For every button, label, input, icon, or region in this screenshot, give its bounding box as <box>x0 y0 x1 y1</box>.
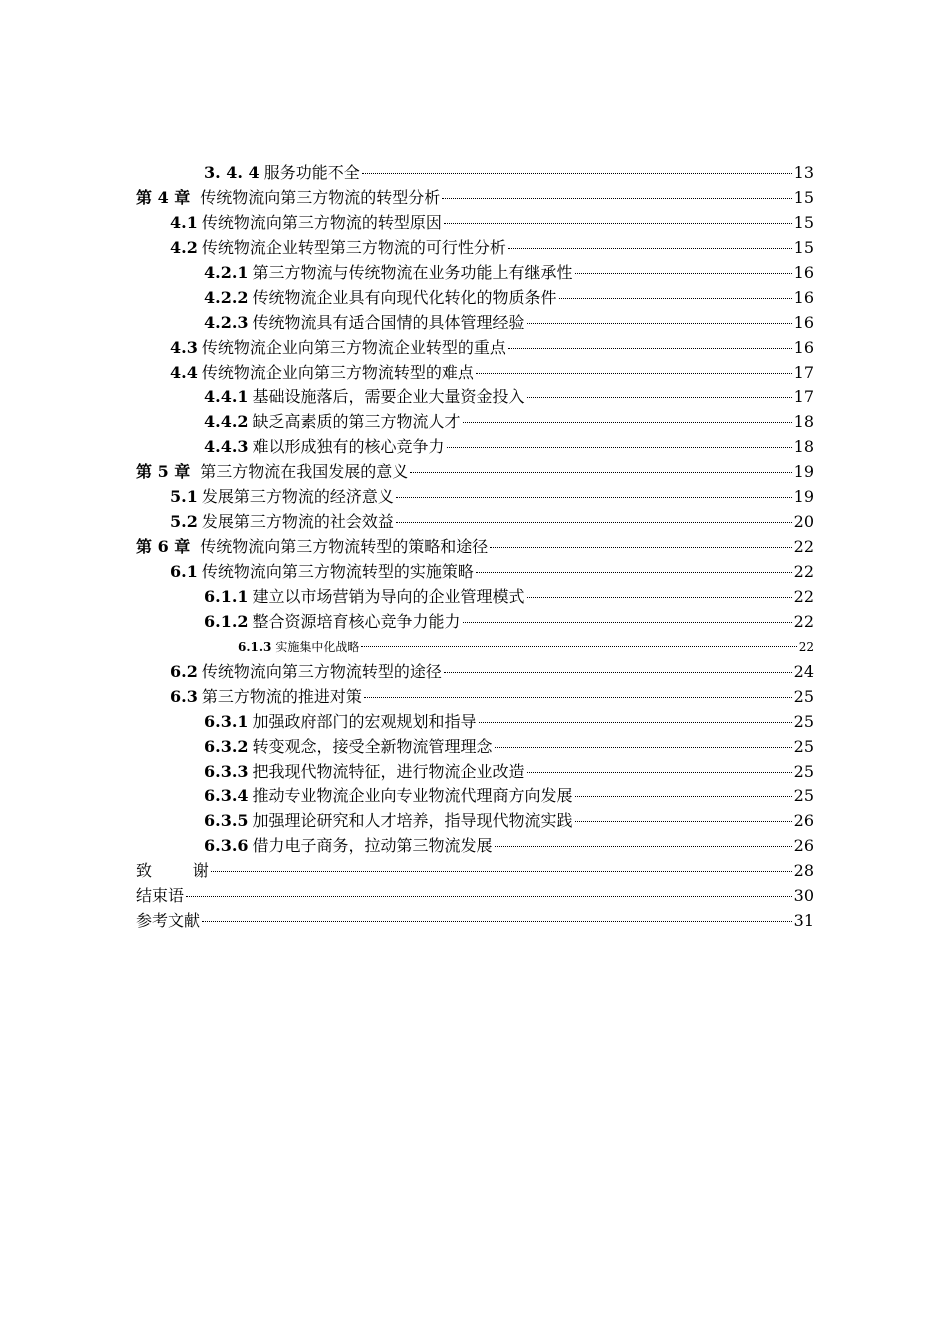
dot-leader <box>211 871 792 872</box>
dot-leader <box>575 821 792 822</box>
toc-entry-number: 4.4 <box>170 362 198 382</box>
toc-entry-title: 传统物流企业向第三方物流企业转型的重点 <box>201 337 506 357</box>
toc-entry[interactable] <box>136 261 814 286</box>
dot-leader <box>362 173 792 174</box>
toc-entry-number: 6.3.3 <box>204 761 249 781</box>
toc-entry-number: 6.1.1 <box>204 586 249 606</box>
toc-entry-number: 4.2.1 <box>204 262 249 282</box>
toc-entry-page: 15 <box>793 237 814 257</box>
toc-entry[interactable] <box>136 311 814 336</box>
toc-entry-title: 推动专业物流企业向专业物流代理商方向发展 <box>252 786 573 806</box>
dot-leader <box>444 223 792 224</box>
toc-entry-title: 第三方物流在我国发展的意义 <box>200 462 409 482</box>
dot-leader <box>476 572 792 573</box>
dot-leader <box>495 747 792 748</box>
dot-leader <box>447 447 792 448</box>
toc-entry[interactable] <box>136 361 814 386</box>
toc-entry[interactable] <box>136 859 814 884</box>
dot-leader <box>527 597 792 598</box>
toc-entry-title: 致 谢 <box>136 861 209 881</box>
toc-entry-page: 22 <box>793 611 814 631</box>
toc-entry[interactable] <box>136 834 814 859</box>
toc-entry-page: 19 <box>793 487 814 507</box>
toc-entry-page: 25 <box>793 786 814 806</box>
toc-entry-number: 6.3.4 <box>204 786 249 806</box>
toc-entry-number: 4.1 <box>170 212 198 232</box>
toc-entry-page: 18 <box>793 437 814 457</box>
toc-entry-page: 13 <box>793 163 814 182</box>
toc-entry-number: 3. 4. 4 <box>204 163 260 182</box>
toc-entry-page: 20 <box>793 512 814 532</box>
dot-leader <box>396 522 792 523</box>
toc-entry[interactable] <box>136 535 814 560</box>
toc-entry-page: 15 <box>793 212 814 232</box>
toc-entry[interactable] <box>136 909 814 934</box>
dot-leader <box>527 323 792 324</box>
toc-entry[interactable] <box>136 186 814 211</box>
dot-leader <box>490 547 791 548</box>
dot-leader <box>575 796 792 797</box>
toc-entry-page: 25 <box>793 761 814 781</box>
dot-leader <box>444 672 792 673</box>
dot-leader <box>575 273 792 274</box>
toc-entry-title: 传统物流企业向第三方物流转型的难点 <box>201 362 474 382</box>
toc-entry-page: 28 <box>793 861 814 881</box>
toc-entry-page: 26 <box>793 811 814 831</box>
toc-entry[interactable] <box>136 685 814 710</box>
toc-entry-title: 缺乏高素质的第三方物流人才 <box>252 412 461 432</box>
toc-entry-title: 传统物流向第三方物流转型的策略和途径 <box>200 537 489 557</box>
toc-entry-page: 30 <box>793 886 814 906</box>
toc-entry-page: 31 <box>793 911 814 931</box>
toc-entry[interactable] <box>136 510 814 535</box>
toc-entry-number: 4.4.3 <box>204 437 249 457</box>
toc-entry-number: 第 5 章 <box>136 462 191 482</box>
toc-entry-page: 16 <box>793 287 814 307</box>
toc-entry-number: 4.2 <box>170 237 198 257</box>
toc-entry-page: 25 <box>793 736 814 756</box>
toc-entry-title: 发展第三方物流的社会效益 <box>201 512 394 532</box>
toc-entry-title: 服务功能不全 <box>263 163 360 182</box>
dot-leader <box>476 373 792 374</box>
toc-entry-number: 6.3.2 <box>204 736 249 756</box>
toc-entry[interactable] <box>136 336 814 361</box>
toc-entry-number: 6.1 <box>170 562 198 581</box>
toc-entry-page: 16 <box>793 262 814 282</box>
toc-entry-page: 15 <box>793 187 814 207</box>
toc-entry-title: 传统物流向第三方物流的转型原因 <box>201 212 442 232</box>
toc-entry[interactable] <box>136 784 814 809</box>
toc-entry-title: 传统物流具有适合国情的具体管理经验 <box>252 312 525 332</box>
toc-entry-number: 6.1.3 <box>238 639 272 654</box>
toc-entry-page: 22 <box>793 586 814 606</box>
toc-entry[interactable] <box>136 760 814 785</box>
toc-entry[interactable] <box>136 286 814 311</box>
toc-entry-page: 18 <box>793 412 814 432</box>
toc-entry-title: 借力电子商务，拉动第三物流发展 <box>252 836 493 856</box>
dot-leader <box>364 697 792 698</box>
dot-leader <box>463 622 792 623</box>
toc-entry-page: 17 <box>793 362 814 382</box>
toc-entry-title: 实施集中化战略 <box>275 639 360 654</box>
toc-entry[interactable] <box>136 236 814 261</box>
toc-entry-title: 整合资源培育核心竞争力能力 <box>252 611 461 631</box>
toc-entry-page: 16 <box>793 337 814 357</box>
toc-entry[interactable] <box>136 211 814 236</box>
dot-leader <box>202 921 792 922</box>
toc-entry[interactable] <box>136 410 814 435</box>
toc-entry-number: 6.2 <box>170 661 198 681</box>
toc-entry[interactable] <box>136 560 814 585</box>
toc-entry[interactable] <box>136 809 814 834</box>
toc-entry-page: 22 <box>793 537 814 557</box>
toc-entry[interactable] <box>136 735 814 760</box>
toc-entry-title: 转变观念，接受全新物流管理理念 <box>252 736 493 756</box>
toc-entry-title: 加强理论研究和人才培养，指导现代物流实践 <box>252 811 573 831</box>
toc-entry-number: 6.1.2 <box>204 611 249 631</box>
toc-entry[interactable] <box>136 460 814 485</box>
toc-entry[interactable] <box>136 610 814 635</box>
toc-entry-page: 24 <box>793 661 814 681</box>
toc-entry-title: 基础设施落后，需要企业大量资金投入 <box>252 387 525 407</box>
toc-entry-title: 传统物流企业具有向现代化转化的物质条件 <box>252 287 557 307</box>
toc-entry-page: 17 <box>793 387 814 407</box>
dot-leader <box>527 772 792 773</box>
toc-entry[interactable] <box>136 161 814 186</box>
toc-entry-title: 建立以市场营销为导向的企业管理模式 <box>252 586 525 606</box>
toc-entry-number: 第 4 章 <box>136 187 191 207</box>
toc-entry[interactable] <box>136 485 814 510</box>
toc-entry[interactable] <box>136 385 814 410</box>
toc-entry-page: 22 <box>798 639 814 654</box>
toc-entry-number: 4.4.2 <box>204 412 249 432</box>
dot-leader <box>508 248 792 249</box>
toc-entry-number: 6.3.1 <box>204 711 249 731</box>
toc-entry-title: 第三方物流的推进对策 <box>201 686 362 706</box>
dot-leader <box>495 846 792 847</box>
toc-entry-number: 第 6 章 <box>136 537 191 557</box>
toc-entry-number: 4.3 <box>170 337 198 357</box>
dot-leader <box>479 722 792 723</box>
toc-entry[interactable] <box>136 635 814 660</box>
toc-entry-number: 4.2.3 <box>204 312 249 332</box>
dot-leader <box>442 198 791 199</box>
toc-entry-page: 26 <box>793 836 814 856</box>
dot-leader <box>361 646 796 647</box>
dot-leader <box>527 397 792 398</box>
toc-entry-number: 4.2.2 <box>204 287 249 307</box>
toc-entry-title: 传统物流向第三方物流转型的途径 <box>201 661 442 681</box>
toc-entry-title: 传统物流向第三方物流转型的实施策略 <box>201 562 474 581</box>
toc-entry-number: 5.2 <box>170 512 198 532</box>
toc-entry-page: 25 <box>793 686 814 706</box>
toc-entry-title: 结束语 <box>136 886 185 906</box>
dot-leader <box>186 896 792 897</box>
toc-entry[interactable] <box>136 585 814 610</box>
toc-entry-page: 22 <box>793 562 814 581</box>
toc-entry-number: 4.4.1 <box>204 387 249 407</box>
toc-entry[interactable] <box>136 660 814 685</box>
toc-entry[interactable] <box>136 884 814 909</box>
toc-entry-number: 6.3.6 <box>204 836 249 856</box>
toc-entry[interactable] <box>136 710 814 735</box>
toc-entry-number: 6.3 <box>170 686 198 706</box>
toc-entry-page: 19 <box>793 462 814 482</box>
toc-entry-title: 发展第三方物流的经济意义 <box>201 487 394 507</box>
dot-leader <box>559 298 792 299</box>
dot-leader <box>410 472 791 473</box>
toc-entry-number: 5.1 <box>170 487 198 507</box>
dot-leader <box>396 497 792 498</box>
toc-entry-page: 16 <box>793 312 814 332</box>
toc-entry-title: 传统物流企业转型第三方物流的可行性分析 <box>201 237 506 257</box>
toc-entry-title: 难以形成独有的核心竞争力 <box>252 437 445 457</box>
toc-entry-title: 传统物流向第三方物流的转型分析 <box>200 187 441 207</box>
toc-entry-page: 25 <box>793 711 814 731</box>
toc-entry-number: 6.3.5 <box>204 811 249 831</box>
dot-leader <box>463 422 792 423</box>
dot-leader <box>508 348 792 349</box>
table-of-contents <box>136 161 814 934</box>
toc-entry-title: 第三方物流与传统物流在业务功能上有继承性 <box>252 262 573 282</box>
toc-entry-title: 参考文献 <box>136 911 201 931</box>
toc-entry-title: 把我现代物流特征，进行物流企业改造 <box>252 761 525 781</box>
toc-entry[interactable] <box>136 435 814 460</box>
toc-entry-title: 加强政府部门的宏观规划和指导 <box>252 711 477 731</box>
